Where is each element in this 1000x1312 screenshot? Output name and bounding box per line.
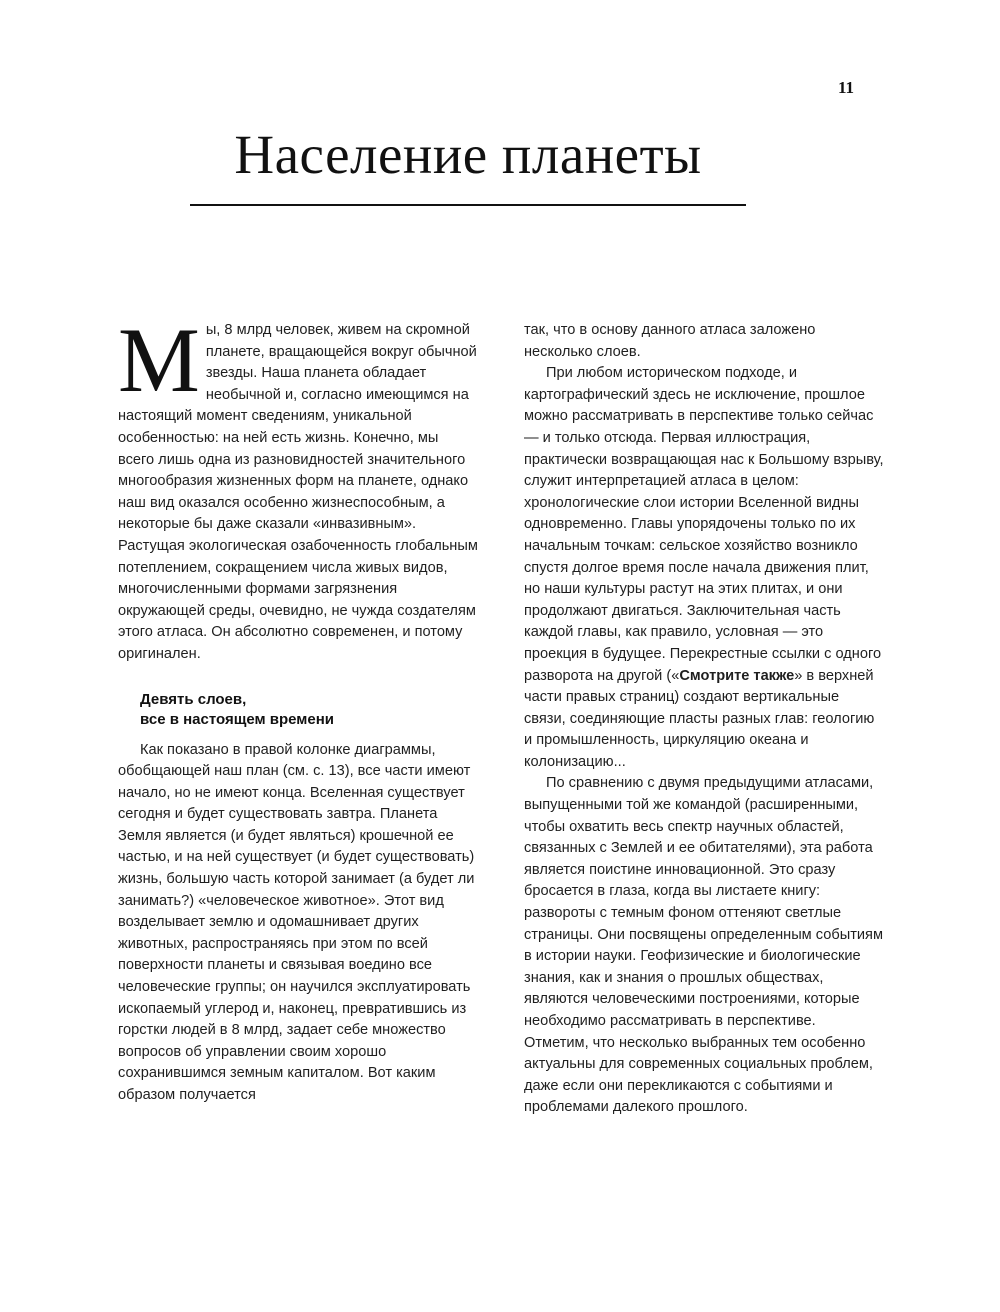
body-columns — [118, 309, 884, 1119]
section-subheading — [140, 690, 478, 730]
right-paragraph-1: так, что в основу данного атласа заложено несколько слоев. — [524, 322, 816, 360]
page-title: Население планеты — [234, 124, 702, 185]
lead-paragraph — [118, 309, 478, 666]
right-paragraph-2-part-1: При любом историческом подходе, и картографический здесь не исключение, прошлое можно рассматривать в перспективе только сейчас — и только отсюда. Первая иллюстрация, практически возвращающая нас к Большому взрыву, служит интерпретацией атласа в целом: хронологические слои истории Вселенной видны одновременно. Главы упорядочены только по их начальным точкам: сельское хозяйство возникло спустя долгое время после начала движения плит, но наши культуры растут на этих плитах, и они продолжают двигаться. Заключительная часть каждой главы, как правило, условная — это проекция в будущее. Перекрестные ссылки с одного разворота на другой (« — [524, 365, 884, 684]
page-number: 11 — [837, 78, 854, 97]
cross-reference-label: Смотрите также — [679, 667, 795, 684]
right-paragraph-2 — [524, 363, 884, 773]
right-column — [524, 320, 884, 1119]
subheading-line-2: все в настоящем времени — [140, 710, 335, 728]
left-paragraph-2: Как показано в правой колонке диаграммы, обобщающей наш план (см. с. 13), все части имеют начало, но не имеют конца. Вселенная существует сегодня и будет существовать завтра. Планета Земля является (и будет являться) крошечной ее частью, и на ней существует (и будет существовать) жизнь, большую часть которой занимает (а будет ли занимать?) «человеческое животное». Этот вид возделывает землю и одомашнивает других животных, распространяясь при этом по всей поверхности планеты и связывая воедино все человеческие группы; он научился эксплуатировать ископаемый углерод и, наконец, превратившись из горстки людей в 8 млрд, задает себе множество вопросов об управлении своим хорошо сохранившимся земным капиталом. Вот каким образом получается — [118, 741, 475, 1103]
subheading-line-1: Девять слоев, — [140, 690, 247, 708]
right-paragraph-2-part-2: » в верхней части правых страниц) создают вертикальные связи, соединяющие пласты разных глав: геологию и промышленность, циркуляцию океана и колонизацию... — [524, 667, 875, 770]
title-divider — [190, 204, 746, 206]
title-block — [190, 126, 746, 206]
left-column — [118, 309, 478, 1119]
lead-paragraph-text: ы, 8 млрд человек, живем на скромной планете, вращающейся вокруг обычной звезды. Наша планета обладает необычной и, согласно имеющимся на настоящий момент сведениям, уникальной особенностью: на ней есть жизнь. Конечно, мы всего лишь одна из разновидностей значительного многообразия жизненных форм на планете, однако наш вид оказался особенно жизнеспособным, а некоторые бы даже сказали «инвазивным». Растущая экологическая озабоченность глобальным потеплением, сокращением числа живых видов, многочисленными формами загрязнения окружающей среды, очевидно, не чужда создателям этого атласа. Он абсолютно современен, и потому оригинален. — [118, 322, 478, 662]
drop-cap: М — [118, 309, 200, 411]
right-paragraph-3: По сравнению с двумя предыдущими атласами, выпущенными той же командой (расширенными, чтобы охватить весь спектр научных областей, связанных с Землей и ее обитателями), эта работа является поистине инновационной. Это сразу бросается в глаза, когда вы листаете книгу: развороты с темным фоном оттеняют светлые страницы. Они посвящены определенным событиям в истории науки. Геофизические и биологические знания, как и знания о прошлых обществах, являются человеческими построениями, которые необходимо рассматривать в перспективе. Отметим, что несколько выбранных тем особенно актуальны для современных социальных проблем, даже если они перекликаются с событиями и проблемами далекого прошлого. — [524, 775, 883, 1116]
